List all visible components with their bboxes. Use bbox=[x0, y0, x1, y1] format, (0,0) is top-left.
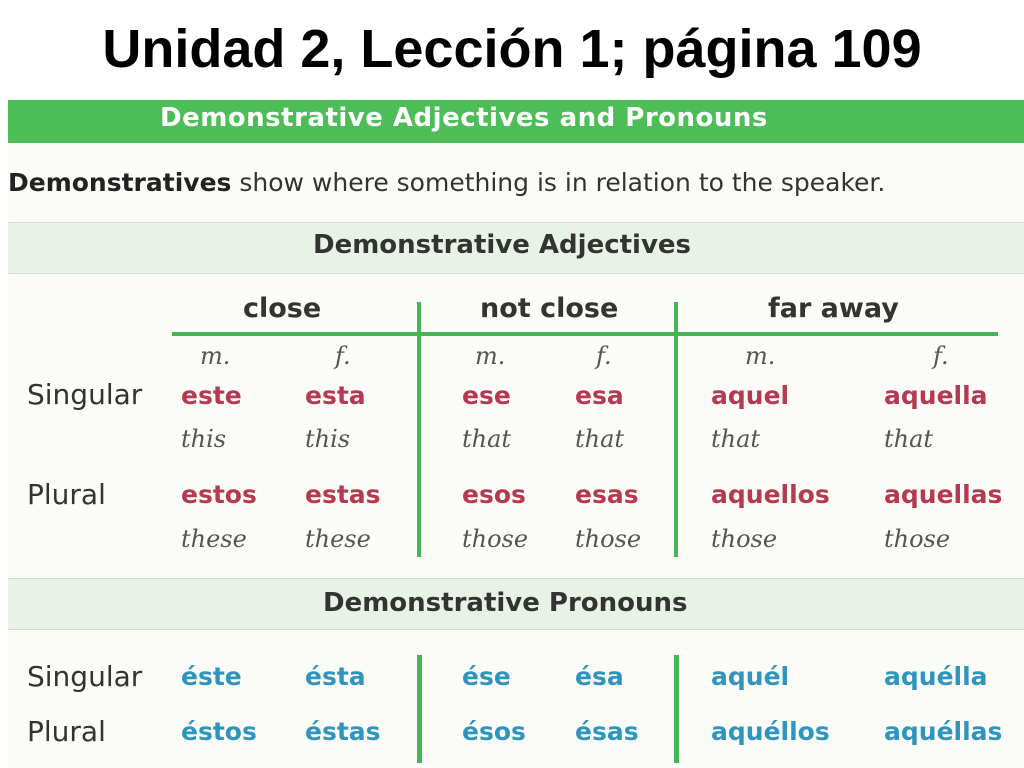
english-gloss: these bbox=[181, 525, 247, 553]
textbook-scan bbox=[8, 98, 1024, 768]
adjective-form: estos bbox=[181, 480, 257, 509]
column-header-rule bbox=[172, 332, 998, 336]
gender-label: m. bbox=[475, 342, 506, 370]
pronoun-row-label-singular: Singular bbox=[27, 660, 143, 693]
adjective-form: aquella bbox=[884, 381, 988, 410]
adjective-form: aquel bbox=[711, 381, 790, 410]
pronoun-form: aquéllas bbox=[884, 717, 1003, 746]
gender-label: f. bbox=[596, 342, 612, 370]
pronoun-form: éste bbox=[181, 662, 242, 691]
pronoun-divider-1 bbox=[417, 655, 422, 763]
pronoun-form: ésas bbox=[575, 717, 639, 746]
english-gloss: this bbox=[305, 425, 351, 453]
adjectives-title: Demonstrative Adjectives bbox=[313, 230, 692, 260]
banner-title: Demonstrative Adjectives and Pronouns bbox=[160, 103, 768, 133]
adjective-form: esas bbox=[575, 480, 639, 509]
gender-label: m. bbox=[200, 342, 231, 370]
slide-title: Unidad 2, Lección 1; página 109 bbox=[102, 19, 922, 79]
pronoun-form: aquél bbox=[711, 662, 790, 691]
pronoun-form: aquéllos bbox=[711, 717, 830, 746]
column-header-not-close: not close bbox=[480, 293, 619, 324]
pronoun-form: éstos bbox=[181, 717, 257, 746]
pronoun-form: ésa bbox=[575, 662, 624, 691]
english-gloss: that bbox=[575, 425, 625, 453]
english-gloss: those bbox=[575, 525, 642, 553]
pronoun-row-label-plural: Plural bbox=[27, 715, 106, 748]
pronouns-title: Demonstrative Pronouns bbox=[323, 588, 688, 618]
adjective-form: aquellos bbox=[711, 480, 830, 509]
adjective-form: esa bbox=[575, 381, 624, 410]
row-label-singular: Singular bbox=[27, 378, 143, 411]
row-label-plural: Plural bbox=[27, 478, 106, 511]
adjective-form: aquellas bbox=[884, 480, 1003, 509]
english-gloss: these bbox=[305, 525, 371, 553]
pronoun-form: aquélla bbox=[884, 662, 988, 691]
intro-bold: Demonstratives bbox=[8, 168, 232, 197]
adjective-form: ese bbox=[462, 381, 511, 410]
adjective-form: esos bbox=[462, 480, 526, 509]
intro-sentence bbox=[8, 168, 885, 197]
pronoun-form: ésta bbox=[305, 662, 366, 691]
adjective-form: esta bbox=[305, 381, 366, 410]
adjective-form: este bbox=[181, 381, 242, 410]
column-divider-1 bbox=[417, 302, 421, 557]
pronoun-form: éstas bbox=[305, 717, 381, 746]
gender-label: f. bbox=[933, 342, 949, 370]
pronoun-divider-2 bbox=[674, 655, 679, 763]
column-divider-2 bbox=[674, 302, 678, 557]
english-gloss: that bbox=[884, 425, 934, 453]
english-gloss: that bbox=[711, 425, 761, 453]
adjective-form: estas bbox=[305, 480, 381, 509]
intro-rest: show where something is in relation to the speaker. bbox=[231, 168, 886, 197]
column-header-far-away: far away bbox=[768, 293, 899, 324]
gender-label: m. bbox=[745, 342, 776, 370]
english-gloss: this bbox=[181, 425, 227, 453]
english-gloss: those bbox=[884, 525, 951, 553]
column-header-close: close bbox=[243, 293, 322, 324]
english-gloss: that bbox=[462, 425, 512, 453]
english-gloss: those bbox=[711, 525, 778, 553]
pronoun-form: ésos bbox=[462, 717, 526, 746]
english-gloss: those bbox=[462, 525, 529, 553]
gender-label: f. bbox=[335, 342, 351, 370]
pronoun-form: ése bbox=[462, 662, 511, 691]
